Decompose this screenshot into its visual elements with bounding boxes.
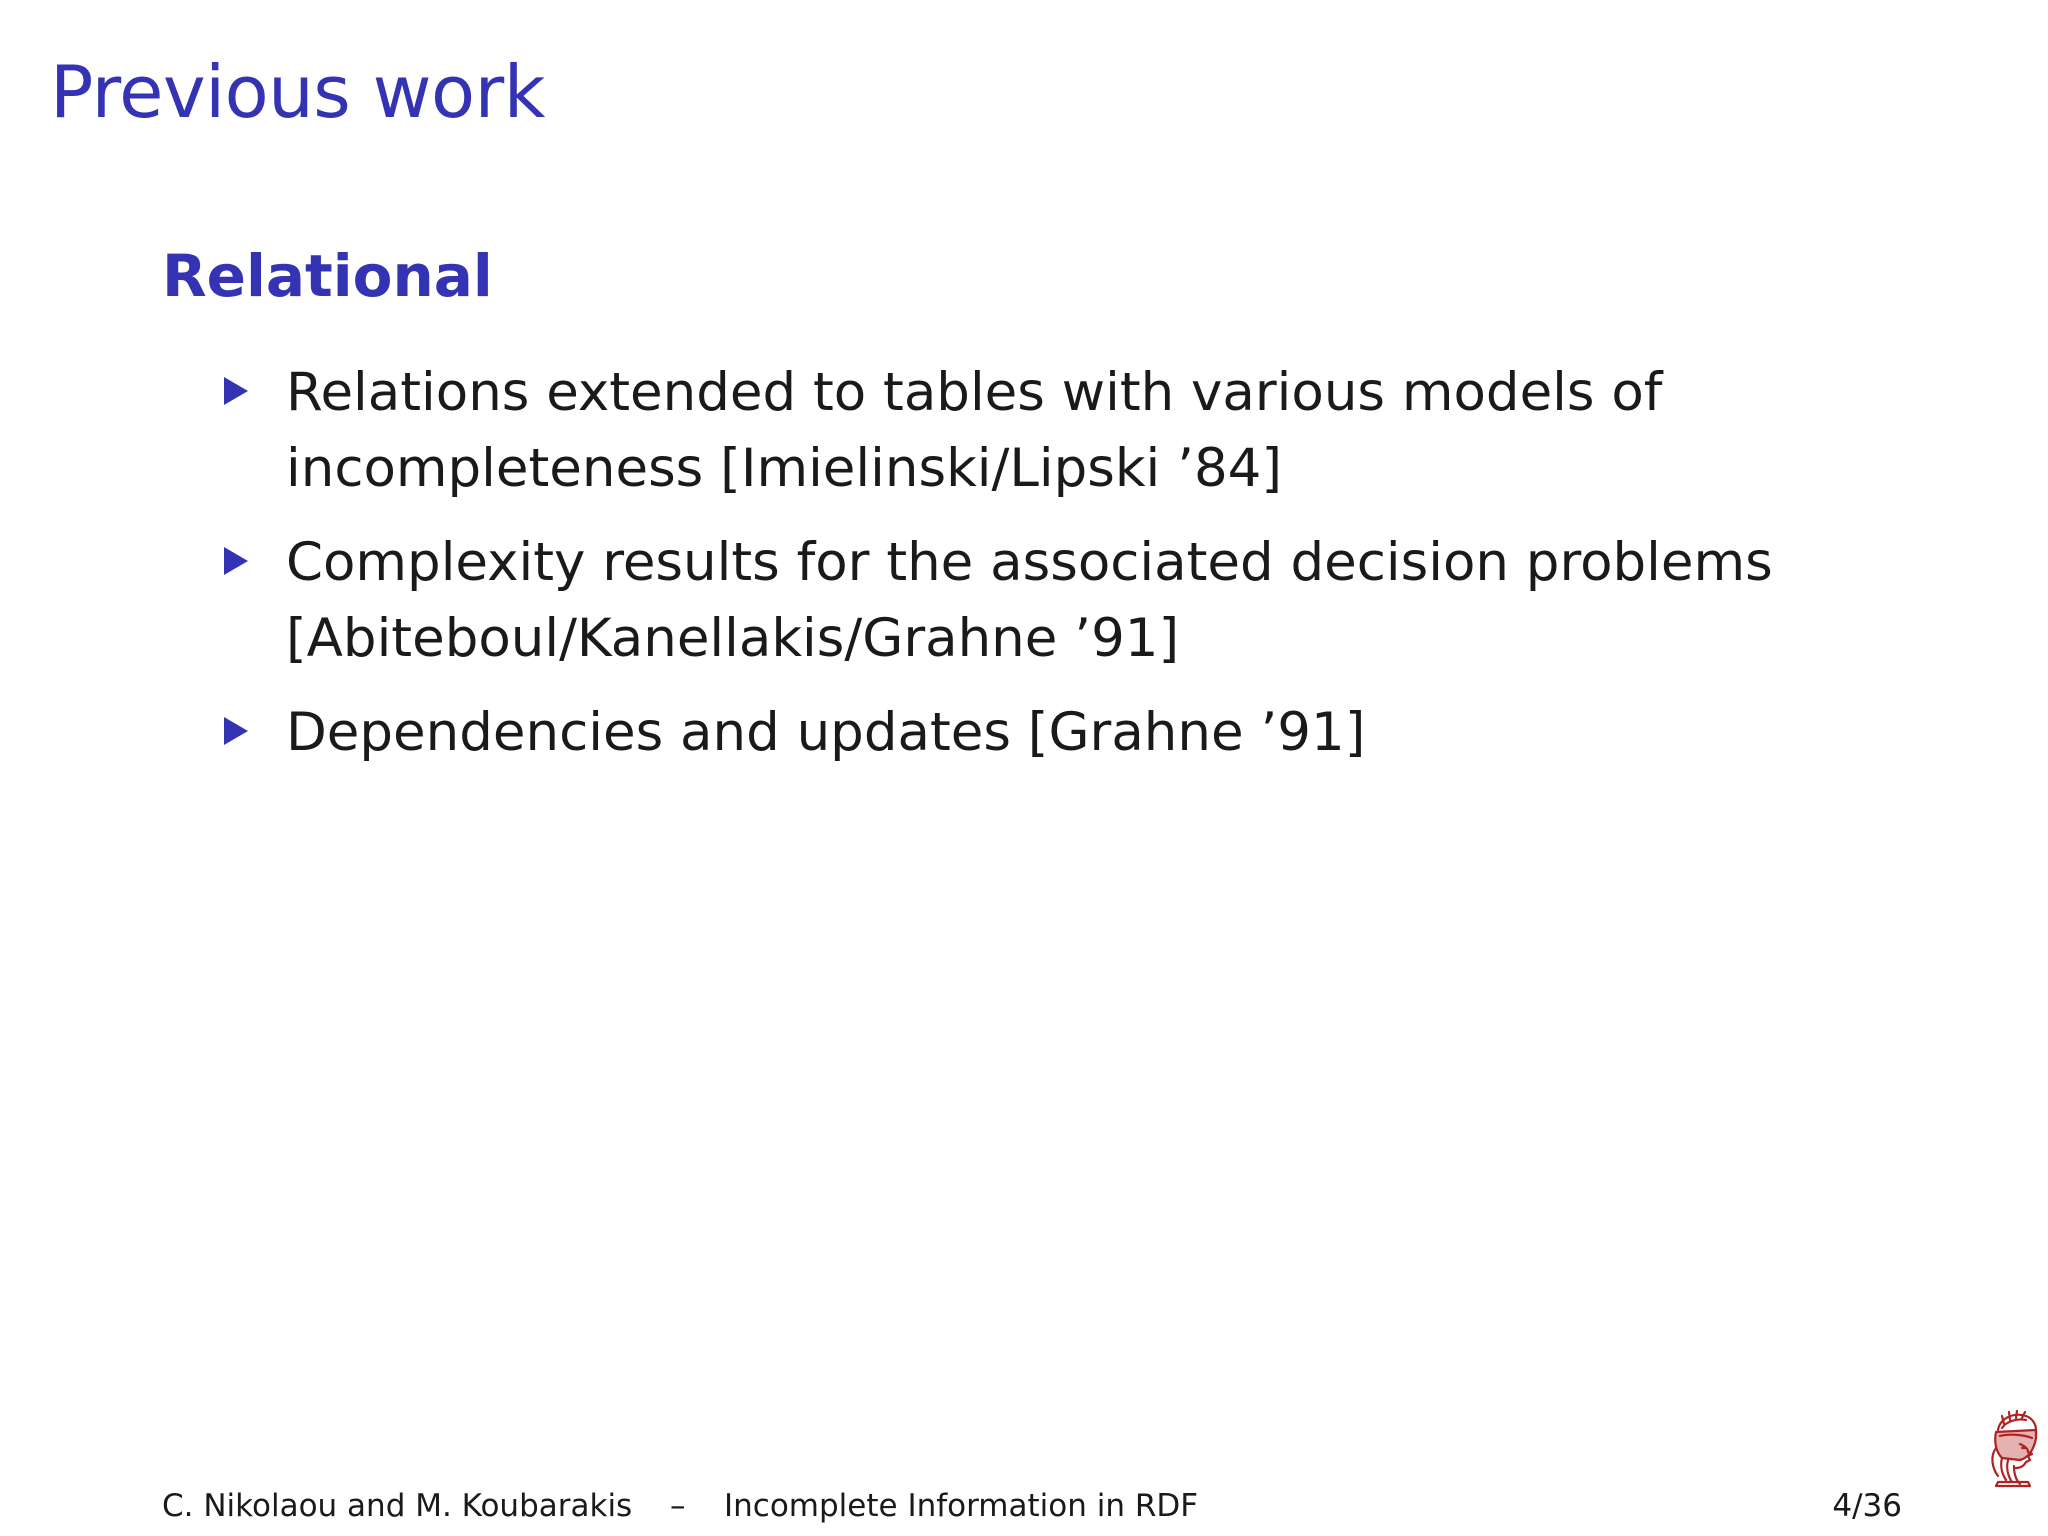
triangle-right-icon: [224, 717, 248, 745]
bullet-text-line: incompleteness [Imielinski/Lipski ’84]: [286, 438, 1283, 499]
bullet-item: [222, 355, 1872, 507]
footer-talk-title: Incomplete Information in RDF: [724, 1488, 1199, 1524]
footer-authors: C. Nikolaou and M. Koubarakis: [162, 1488, 633, 1524]
triangle-right-icon: [224, 547, 248, 575]
bullet-item: [222, 695, 1872, 771]
bullet-text-line: [Abiteboul/Kanellakis/Grahne ’91]: [286, 608, 1180, 669]
slide-title: Previous work: [50, 50, 545, 134]
bullet-item: [222, 525, 1872, 677]
bullet-text-line: Dependencies and updates [Grahne ’91]: [286, 702, 1366, 763]
triangle-right-icon: [224, 377, 248, 405]
bullet-list: [222, 355, 1872, 789]
footer-separator: –: [670, 1488, 686, 1524]
section-heading: Relational: [162, 242, 493, 310]
bullet-text-line: Complexity results for the associated decision problems: [286, 532, 1773, 593]
bullet-text-line: Relations extended to tables with various models of: [286, 362, 1663, 423]
page-number: 4/36: [1832, 1488, 1902, 1524]
athena-head-logo: [1984, 1408, 2042, 1488]
